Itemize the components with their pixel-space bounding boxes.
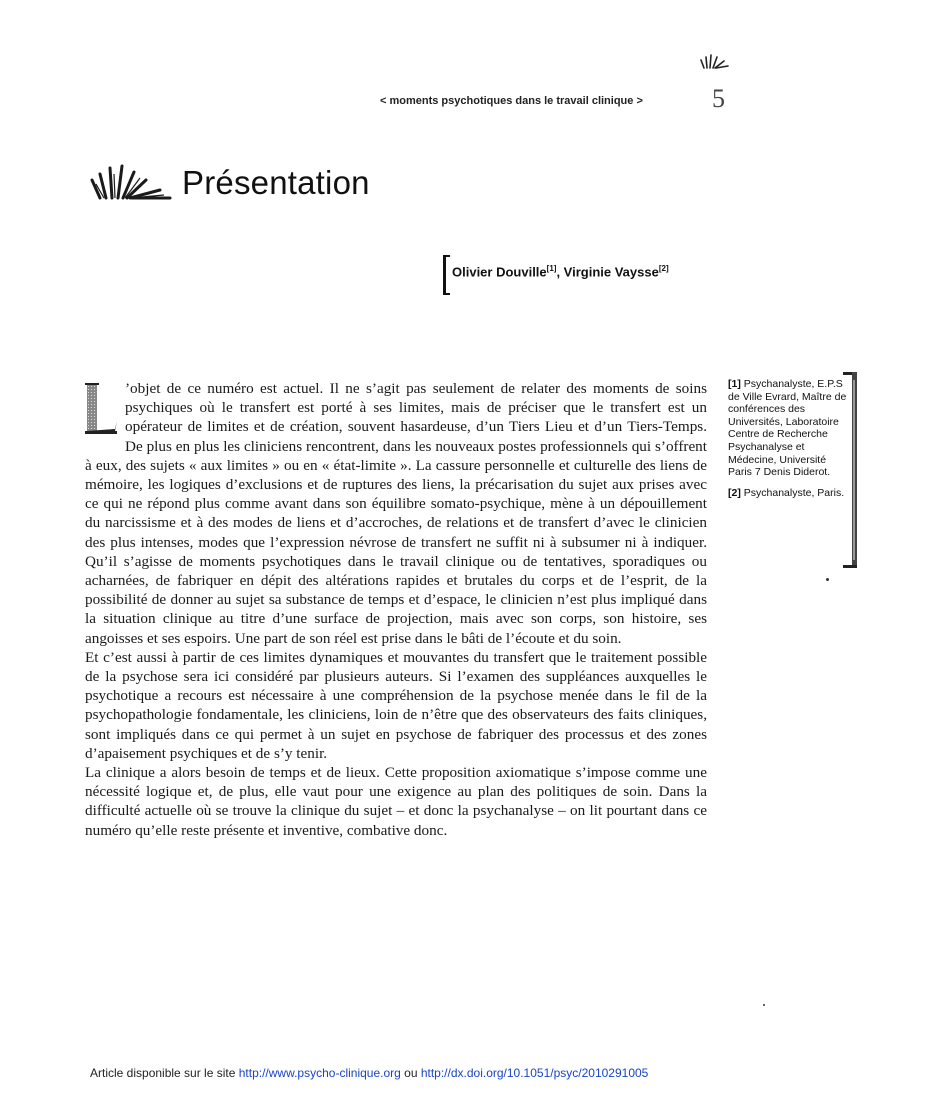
footer-citation — [90, 1066, 648, 1080]
running-header: < moments psychotiques dans le travail clinique > — [380, 95, 643, 107]
footnotes — [728, 378, 848, 507]
leaf-fan-logo-icon — [90, 162, 174, 202]
paragraph-1 — [85, 379, 707, 648]
footnote-1-text: Psychanalyste, E.P.S de Ville Evrard, Maître de conférences des Universités, Laboratoire Centre de Recherche Psychanalyse et Médecine, Université Paris 7 Denis Diderot. — [728, 378, 847, 479]
footer-link-doi[interactable]: http://dx.doi.org/10.1051/psyc/2010291005 — [420, 1066, 649, 1080]
paragraph-2: Et c’est aussi à partir de ces limites dynamiques et mouvantes du transfert que le traitement possible de la psychose sera ici considéré par plusieurs auteurs. Si l’examen des suppléances auxquelles le psychotique a recours est nécessaire à une compréhension de la psychose menée dans le fil de la psychopathologie fondamentale, les cliniciens, loin de n’être que des observateurs des faits cliniques, sont impliqués dans ce qui permet à un sujet en psychose de fabriquer des processus et des zones d’apaisement psychiques et de s’y tenir. — [85, 648, 707, 762]
footer-middle: ou — [400, 1066, 421, 1080]
footnote-bracket — [843, 372, 857, 568]
paragraph-1-text: ’objet de ce numéro est actuel. Il ne s’agit pas seulement de relater des moments de soins psychiques où le transfert est porté à ses limites, mais de préciser que le transfert est un opérateur de limites et de création, souvent hasardeuse, d’un Tiers Lieu et d’un Tiers-Temps. De plus en plus les cliniciens rencontrent, dans les nouveaux postes professionnels qui s’offrent à eux, des sujets « aux limites » ou en « état-limite ». La cassure personnelle et culturelle des liens de mémoire, les logiques d’exclusions et de ruptures des liens, la précarisation du sujet aux prises avec ce qui ne répond plus comme avant dans son équilibre somato-psychique, mène à un dépouillement du narcissisme et à des modes de liens et d’accroches, de relations et de transfert d’avec le clinicien des plus intenses, modes que l’expression névrose de transfert ne suffit ni à subsumer ni à indiquer. Qu’il s’agisse de moments psychotiques dans le travail clinique ou de tentatives, sporadiques ou acharnées, de fabriquer en dépit des altérations rapides et brutales du corps et de l’esprit, de la possibilité de donner au sujet sa substance de temps et d’espace, le clinicien n’est plus impliqué dans la situation clinique au titre d’une surface de projection, mais avec son corps, son histoire, ses angoisses et ses espoirs. Une part de son réel est prise dans le bâti de l’écoute et du soin. — [85, 380, 707, 647]
footer-prefix: Article disponible sur le site — [90, 1066, 239, 1080]
author-name-1: Olivier Douville — [452, 264, 547, 280]
author-bracket — [443, 255, 450, 295]
leaf-fan-logo-icon — [700, 52, 730, 70]
author-name-2: Virginie Vaysse — [563, 264, 659, 280]
footnote-2 — [728, 487, 848, 500]
page-number: 5 — [712, 84, 725, 113]
scan-speck — [763, 1004, 765, 1006]
footer-link-site[interactable]: http://www.psycho-clinique.org — [238, 1066, 401, 1080]
author-ref-1: [1] — [546, 264, 557, 273]
footnote-1 — [728, 378, 848, 479]
author-line: Olivier Douville[1], Virginie Vaysse[2] — [452, 264, 669, 279]
scan-speck — [826, 578, 829, 581]
page-title: Présentation — [182, 164, 370, 201]
article-body — [85, 379, 707, 840]
footnote-1-number: [1] — [728, 378, 741, 390]
paragraph-3: La clinique a alors besoin de temps et de lieux. Cette proposition axiomatique s’impose comme une nécessité logique et, de plus, elle vaut pour une exigence au plan des politiques de soin. Dans la difficulté actuelle où se trouve la clinique du sujet – et donc la psychanalyse – on lit pourtant dans ce numéro qu’elle reste présente et inventive, combative donc. — [85, 764, 707, 839]
author-ref-2: [2] — [658, 264, 669, 273]
footnote-2-text: Psychanalyste, Paris. — [743, 486, 845, 499]
dropcap-letter — [85, 383, 119, 437]
footnote-2-number: [2] — [728, 486, 741, 499]
